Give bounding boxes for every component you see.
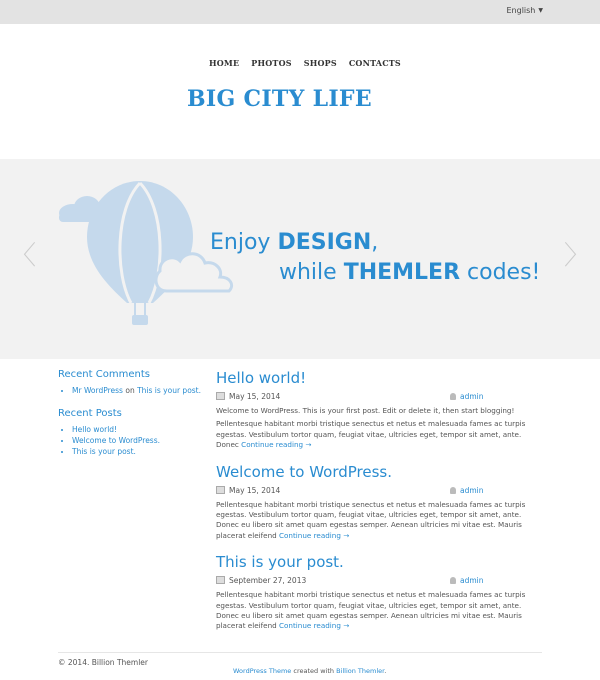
post-meta — [216, 392, 542, 403]
calendar-icon — [216, 576, 225, 584]
post-excerpt — [216, 500, 542, 542]
comment-author-link[interactable]: Mr WordPress — [72, 386, 123, 395]
user-icon — [450, 577, 456, 584]
footer — [58, 652, 542, 667]
post-meta — [216, 486, 542, 497]
calendar-icon — [216, 392, 225, 400]
credit-mid-text: created with — [291, 667, 337, 675]
nav-shops[interactable]: SHOPS — [303, 58, 337, 68]
comment-item — [72, 385, 208, 396]
slider-line-1-bold: DESIGN — [277, 230, 372, 255]
post-article — [216, 553, 542, 632]
slider-line-1-post: , — [371, 230, 379, 255]
comment-post-link[interactable]: This is your post. — [137, 386, 202, 395]
post-date: May 15, 2014 — [229, 485, 281, 495]
comment-on-text: on — [125, 386, 135, 395]
post-excerpt-text: Pellentesque habitant morbi tristique senectus et netus et malesuada fames ac turpis egestas. Vestibulum tortor quam, feugiat vitae, ultricies eget, tempor sit amet, ante. Donec eu libero sit amet quam egestas semper. Aenean ultricies mi vitae est. Mauris placerat eleifend — [216, 590, 526, 631]
post-title-link[interactable]: Hello world! — [216, 369, 307, 387]
post-article — [216, 463, 542, 542]
post-excerpt-text: Pellentesque habitant morbi tristique senectus et netus et malesuada fames ac turpis egestas. Vestibulum tortor quam, feugiat vitae, ultricies eget, tempor sit amet, ante. Donec eu libero sit amet quam egestas semper. Aenean ultricies mi vitae est. Mauris placerat eleifend — [216, 499, 526, 540]
recent-post-link-3[interactable]: This is your post. — [72, 447, 136, 456]
post-article — [216, 369, 542, 451]
slider-caption — [0, 159, 600, 359]
list-item — [72, 446, 208, 457]
sidebar — [58, 369, 208, 469]
post-title-link[interactable]: Welcome to WordPress. — [216, 462, 393, 481]
credit-end-text: . — [384, 667, 387, 675]
nav-contacts[interactable]: CONTACTS — [348, 58, 401, 68]
slider-line-2-pre: while — [279, 260, 344, 285]
billion-themler-link[interactable]: Billion Themler — [336, 667, 385, 675]
post-excerpt — [216, 590, 542, 632]
site-logo[interactable]: BIG CITY LIFE — [187, 86, 372, 112]
post-date: September 27, 2013 — [229, 576, 307, 586]
post-meta — [216, 576, 542, 587]
recent-comments-widget — [58, 369, 208, 396]
recent-posts-title: Recent Posts — [58, 408, 122, 419]
main-nav — [209, 58, 401, 68]
recent-post-link-1[interactable]: Hello world! — [72, 425, 118, 434]
recent-posts-widget — [58, 408, 208, 457]
slider-line-1 — [210, 230, 378, 255]
post-date: May 15, 2014 — [229, 392, 281, 401]
continue-reading-link[interactable]: Continue reading → — [279, 530, 350, 540]
user-icon — [450, 487, 456, 494]
list-item — [72, 424, 208, 435]
nav-photos[interactable]: PHOTOS — [251, 58, 292, 68]
footer-copyright: © 2014. Billion Themler — [58, 658, 148, 667]
chevron-left-icon[interactable]: 〈 — [10, 241, 37, 271]
caret-down-icon: ▼ — [538, 7, 543, 14]
post-list — [216, 369, 542, 644]
post-author-link[interactable]: admin — [460, 392, 484, 401]
post-author-link[interactable]: admin — [460, 576, 484, 586]
continue-reading-link[interactable]: Continue reading → — [279, 621, 350, 631]
post-author-link[interactable]: admin — [460, 485, 484, 495]
calendar-icon — [216, 486, 225, 494]
slider-line-1-pre: Enjoy — [210, 230, 278, 255]
slider-line-2-post: codes! — [460, 260, 541, 285]
language-selector[interactable] — [506, 6, 543, 15]
slider-line-2-bold: THEMLER — [343, 260, 461, 285]
post-excerpt-text: Pellentesque habitant morbi tristique senectus et netus et malesuada fames ac turpis egestas. Vestibulum tortor quam, feugiat vitae, ultricies eget, tempor sit amet, ante. Donec — [216, 419, 526, 450]
list-item — [72, 435, 208, 446]
wordpress-theme-link[interactable]: WordPress Theme — [233, 667, 292, 675]
recent-post-link-2[interactable]: Welcome to WordPress. — [72, 436, 161, 445]
post-excerpt-intro: Welcome to WordPress. This is your first post. Edit or delete it, then start blogging! — [216, 406, 515, 415]
top-bar — [0, 0, 600, 24]
user-icon — [450, 393, 456, 400]
post-title-link[interactable]: This is your post. — [216, 553, 344, 572]
recent-comments-title: Recent Comments — [58, 369, 150, 380]
language-label: English — [506, 6, 536, 15]
footer-credit — [233, 667, 386, 675]
continue-reading-link[interactable]: Continue reading → — [241, 440, 312, 450]
hero-slider — [0, 159, 600, 359]
post-excerpt — [216, 419, 542, 450]
nav-home[interactable]: HOME — [209, 58, 240, 68]
slider-line-2 — [279, 260, 540, 285]
chevron-right-icon[interactable]: 〉 — [563, 241, 590, 271]
